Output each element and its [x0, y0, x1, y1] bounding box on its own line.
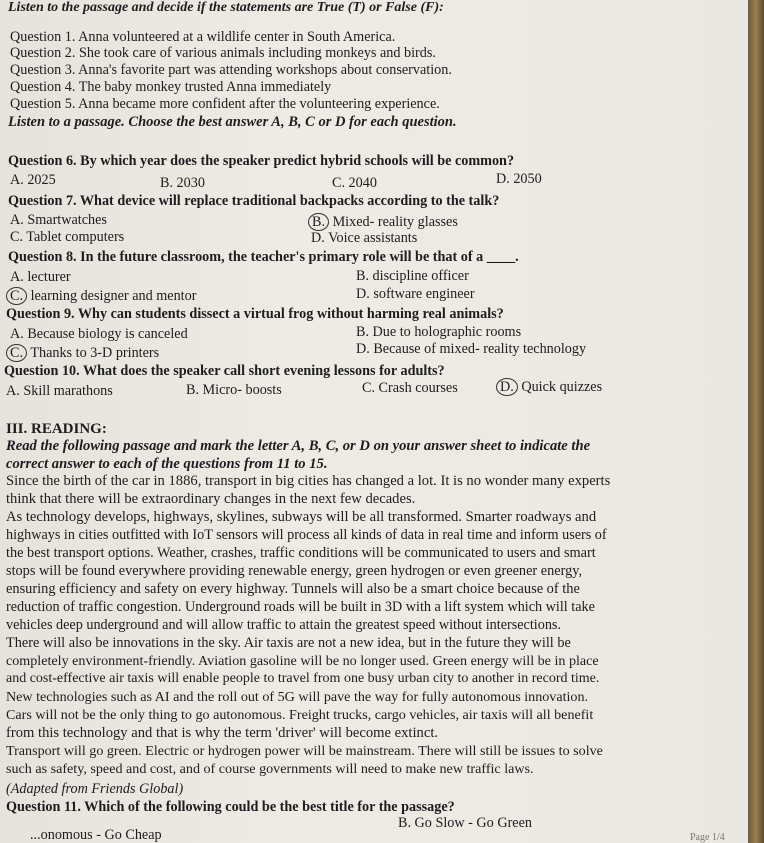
- mc-instruction: Listen to a passage. Choose the best answer A, B, C or D for each question.: [8, 114, 457, 130]
- q8-option-d: D. software engineer: [356, 286, 475, 302]
- tf-question-1: Question 1. Anna volunteered at a wildlife center in South America.: [10, 29, 396, 45]
- page-number: Page 1/4: [690, 832, 725, 843]
- q6-option-b: B. 2030: [160, 175, 205, 191]
- q6-option-c: C. 2040: [332, 175, 377, 191]
- q9-option-a: A. Because biology is canceled: [10, 326, 188, 342]
- q10-option-c: C. Crash courses: [362, 380, 458, 396]
- passage-line: New technologies such as AI and the roll out of 5G will pave the way for fully autonomous innovation.: [6, 689, 589, 705]
- q10-option-d-text: Quick quizzes: [521, 379, 603, 395]
- binding-edge: [748, 0, 764, 843]
- q10-answer-circle: D.: [496, 378, 518, 396]
- q9-option-c: [10, 344, 159, 362]
- passage-source: (Adapted from Friends Global): [6, 781, 184, 797]
- q9-option-b: B. Due to holographic rooms: [356, 324, 522, 340]
- passage-line: There will also be innovations in the sky. Air taxis are not a new idea, but in the future they will be: [6, 635, 571, 651]
- q9-answer-circle: C.: [6, 344, 27, 362]
- q6-stem: Question 6. By which year does the speaker predict hybrid schools will be common?: [8, 153, 515, 169]
- passage-line: think that there will be extraordinary changes in the next few decades.: [6, 491, 416, 507]
- reading-instruction-line-1: Read the following passage and mark the letter A, B, C, or D on your answer sheet to indicate the: [6, 438, 591, 454]
- q11-option-a: ...onomous - Go Cheap: [30, 827, 162, 843]
- tf-question-5: Question 5. Anna became more confident after the volunteering experience.: [10, 96, 440, 112]
- passage-line: vehicles deep underground and will allow traffic to attain the greatest speed without intersections.: [6, 617, 561, 633]
- passage-line: and cost-effective air taxis will enable people to travel from one busy urban city to another in record time.: [6, 671, 600, 686]
- passage-line: completely environment-friendly. Aviation gasoline will be no longer used. Green energy will be in place: [6, 653, 599, 669]
- q8-option-c-text: learning designer and mentor: [30, 288, 197, 304]
- q7-option-c: C. Tablet computers: [10, 229, 125, 245]
- q7-option-b-text: Mixed- reality glasses: [332, 214, 458, 230]
- q7-stem: Question 7. What device will replace traditional backpacks according to the talk?: [8, 193, 500, 209]
- passage-line: highways in cities outfitted with IoT sensors will process all kinds of data in real time and inform users of: [6, 527, 607, 543]
- q9-option-d: D. Because of mixed- reality technology: [356, 341, 587, 357]
- passage-line: the best transport options. Weather, crashes, traffic conditions will be communicated to users and smart: [6, 545, 596, 561]
- q11-stem: Question 11. Which of the following could be the best title for the passage?: [6, 799, 455, 815]
- q7-option-b: [312, 213, 458, 231]
- passage-line: such as safety, speed and cost, and of course governments will need to make new traffic laws.: [6, 761, 534, 777]
- passage-line: ensuring efficiency and safety on every highway. Tunnels will also be a smart choice because of the: [6, 581, 580, 597]
- q9-option-c-text: Thanks to 3-D printers: [30, 345, 160, 361]
- reading-heading: III. READING:: [6, 421, 107, 437]
- q9-stem: Question 9. Why can students dissect a virtual frog without harming real animals?: [6, 306, 504, 322]
- q8-stem: Question 8. In the future classroom, the teacher's primary role will be that of a ____.: [8, 249, 519, 265]
- q7-option-a: A. Smartwatches: [10, 212, 107, 228]
- q6-option-a: A. 2025: [10, 172, 56, 188]
- tf-instruction: Listen to the passage and decide if the statements are True (T) or False (F):: [8, 0, 444, 15]
- q8-answer-circle: C.: [6, 287, 27, 305]
- tf-question-4: Question 4. The baby monkey trusted Anna immediately: [10, 79, 332, 95]
- passage-line: Transport will go green. Electric or hydrogen power will be mainstream. There will still be issues to solve: [6, 743, 603, 759]
- reading-instruction-line-2: correct answer to each of the questions from 11 to 15.: [6, 456, 328, 472]
- q10-option-a: A. Skill marathons: [6, 383, 113, 399]
- q7-option-d: D. Voice assistants: [311, 230, 418, 246]
- q10-stem: Question 10. What does the speaker call short evening lessons for adults?: [4, 363, 445, 379]
- q6-option-d: D. 2050: [496, 171, 542, 187]
- q7-answer-circle: B.: [308, 213, 329, 231]
- passage-line: As technology develops, highways, skylines, subways will be all transformed. Smarter roadways and: [6, 509, 597, 525]
- tf-question-3: Question 3. Anna's favorite part was attending workshops about conservation.: [10, 62, 452, 78]
- passage-line: reduction of traffic congestion. Underground roads will be built in 3D with a lift system which will take: [6, 599, 595, 615]
- passage-line: Since the birth of the car in 1886, transport in big cities has changed a lot. It is no wonder many experts: [6, 473, 611, 489]
- passage-line: Cars will not be the only thing to go autonomous. Freight trucks, cargo vehicles, air taxis will all benefit: [6, 707, 594, 723]
- q8-option-a: A. lecturer: [10, 269, 71, 285]
- q10-option-d: [500, 378, 602, 396]
- q8-option-c: [10, 287, 196, 305]
- q8-option-b: B. discipline officer: [356, 268, 469, 284]
- q11-option-b: B. Go Slow - Go Green: [398, 815, 532, 831]
- passage-line: from this technology and that is why the term 'driver' will become extinct.: [6, 725, 439, 741]
- passage-line: stops will be found everywhere providing renewable energy, green hydrogen or even greener energy,: [6, 563, 583, 579]
- q10-option-b: B. Micro- boosts: [186, 382, 282, 398]
- tf-question-2: Question 2. She took care of various animals including monkeys and birds.: [10, 45, 436, 61]
